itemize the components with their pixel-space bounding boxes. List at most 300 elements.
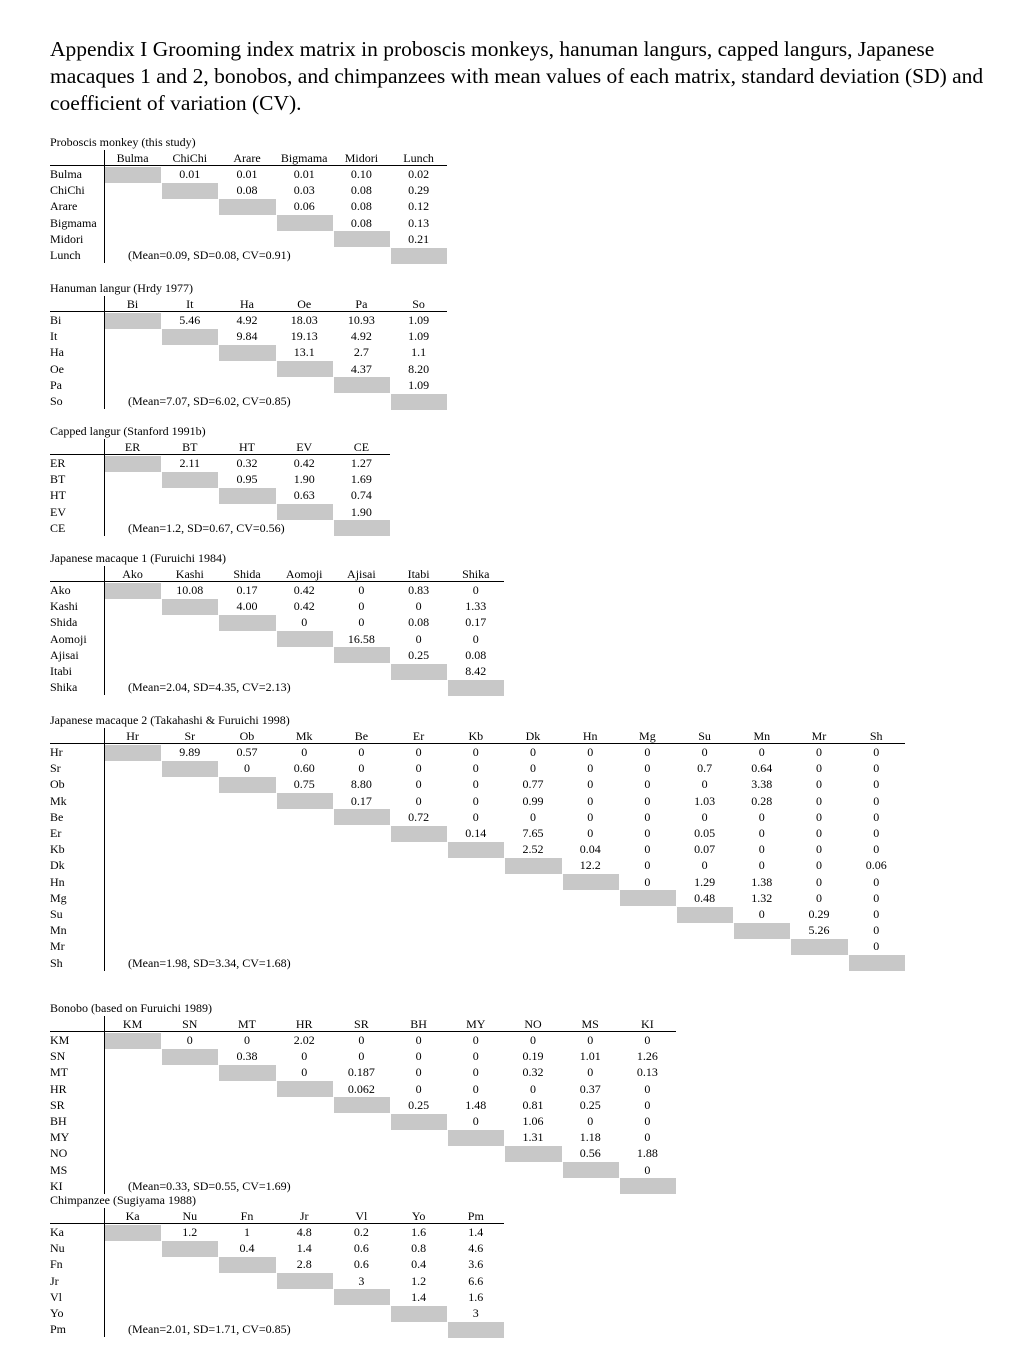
matrix-cell: 0 (873, 939, 880, 954)
column-header: Bulma (116, 151, 149, 165)
matrix-cell: 0 (815, 777, 822, 792)
matrix-cell: 0 (815, 858, 822, 873)
column-header: BT (182, 440, 198, 454)
matrix-cell: 0.63 (293, 488, 315, 503)
column-header: Sr (184, 729, 196, 743)
column-header: Bigmama (280, 151, 328, 165)
column-header: MY (466, 1017, 486, 1031)
matrix-cell: 0 (644, 842, 651, 857)
matrix-title: Capped langur (Stanford 1991b) (50, 424, 206, 438)
matrix-cell: 0.062 (347, 1081, 375, 1096)
matrix-cell: 1.4 (468, 1225, 484, 1239)
row-label: Lunch (50, 248, 81, 262)
column-header: Jr (299, 1209, 309, 1223)
matrix-cell: 1.48 (465, 1097, 487, 1112)
matrix-cell: 1.32 (751, 890, 773, 905)
matrix-cell: 2.7 (353, 345, 369, 360)
matrix-cell: 0 (644, 858, 651, 873)
matrix-cell: 1.2 (411, 1273, 427, 1288)
matrix-cell: 0.08 (236, 183, 258, 198)
matrix-cell: 0 (472, 1081, 479, 1096)
matrix-cell: 0.81 (522, 1097, 544, 1112)
matrix-cell: 0 (415, 1033, 422, 1047)
matrix-cell: 0.42 (293, 456, 315, 470)
diagonal-cell (448, 1322, 504, 1338)
matrix-cell: 0.42 (293, 583, 315, 597)
matrix-title: Japanese macaque 2 (Takahashi & Furuichi 1998) (50, 713, 290, 727)
matrix-cell: 4.92 (350, 329, 372, 344)
matrix-cell: 0 (815, 842, 822, 857)
matrix-cell: 0.32 (522, 1065, 544, 1080)
diagonal-cell (162, 1241, 218, 1257)
matrix-cell: 2.8 (296, 1257, 312, 1272)
row-label: Mk (50, 793, 67, 808)
matrix-cell: 1.09 (408, 377, 430, 392)
diagonal-cell (334, 647, 390, 663)
matrix-cell: 0.17 (350, 793, 372, 808)
diagonal-cell (162, 1049, 218, 1065)
diagonal-cell (277, 361, 333, 377)
matrix-cell: 8.42 (465, 664, 487, 678)
matrix-summary: (Mean=0.09, SD=0.08, CV=0.91) (128, 248, 291, 262)
diagonal-cell (219, 199, 275, 215)
diagonal-cell (391, 394, 447, 410)
matrix-cell: 12.2 (579, 858, 601, 873)
matrix-cell: 0 (644, 1097, 651, 1112)
matrix-cell: 0 (644, 793, 651, 808)
matrix-cell: 0.07 (694, 842, 716, 857)
matrix-cell: 0.17 (465, 615, 487, 630)
matrix-cell: 1.90 (293, 472, 315, 487)
row-label: Pa (50, 377, 62, 392)
diagonal-cell (105, 583, 161, 599)
matrix-cell: 1.6 (411, 1225, 427, 1239)
row-label: Nu (50, 1241, 65, 1256)
matrix-cell: 8.80 (350, 777, 372, 792)
matrix-cell: 0 (815, 826, 822, 840)
matrix-cell: 1.29 (694, 874, 716, 889)
column-header: SR (354, 1017, 369, 1031)
column-header: NO (524, 1017, 542, 1031)
matrix-cell: 0 (472, 1065, 479, 1080)
matrix-cell: 0.75 (293, 777, 315, 792)
matrix-cell: 0.48 (694, 890, 716, 905)
matrix-cell: 2.52 (522, 842, 544, 857)
matrix-cell: 0 (415, 631, 422, 646)
diagonal-cell (734, 923, 790, 939)
matrix-cell: 0.12 (408, 199, 430, 214)
matrix-cell: 0.56 (579, 1146, 601, 1161)
matrix-cell: 0 (701, 777, 708, 792)
matrix-cell: 0.42 (293, 599, 315, 614)
matrix-cell: 18.03 (290, 313, 318, 327)
diagonal-cell (505, 1146, 561, 1162)
matrix-cell: 0 (758, 842, 765, 857)
matrix-cell: 0.6 (353, 1241, 369, 1256)
matrix-cell: 0 (472, 583, 479, 597)
row-label: ER (50, 456, 66, 470)
row-label: Sr (50, 761, 61, 776)
matrix-cell: 0 (815, 874, 822, 889)
matrix-cell: 0.29 (808, 907, 830, 921)
matrix-summary: (Mean=2.04, SD=4.35, CV=2.13) (128, 680, 291, 695)
row-label: Vl (50, 1289, 62, 1304)
matrix-cell: 4.8 (296, 1225, 312, 1239)
matrix-cell: 0 (415, 599, 422, 614)
matrix-cell: 0.05 (694, 826, 716, 840)
matrix-cell: 0.19 (522, 1049, 544, 1064)
matrix-cell: 0.06 (865, 858, 887, 873)
row-label: Fn (50, 1257, 63, 1272)
matrix-cell: 1.88 (636, 1146, 658, 1161)
matrix-cell: 0 (415, 761, 422, 776)
diagonal-cell (219, 488, 275, 504)
matrix-cell: 0.28 (751, 793, 773, 808)
column-header: HT (238, 440, 255, 454)
matrix-cell: 0 (873, 761, 880, 776)
column-header: Ha (239, 297, 254, 311)
matrix-cell: 0.08 (408, 615, 430, 630)
matrix-cell: 0 (587, 745, 594, 759)
matrix-cell: 0 (758, 745, 765, 759)
label-separator (104, 728, 105, 971)
matrix-cell: 0 (587, 1033, 594, 1047)
matrix-cell: 0.72 (408, 809, 430, 824)
column-header: Hr (126, 729, 139, 743)
matrix-cell: 13.1 (293, 345, 315, 360)
matrix-cell: 7.65 (522, 826, 544, 840)
matrix-cell: 0.37 (579, 1081, 601, 1096)
matrix-cell: 0 (243, 1033, 250, 1047)
diagonal-cell (620, 890, 676, 906)
matrix-cell: 0.8 (411, 1241, 427, 1256)
matrix-cell: 1.4 (296, 1241, 312, 1256)
diagonal-cell (105, 167, 161, 183)
matrix-cell: 0 (529, 1081, 536, 1096)
matrix-cell: 0.6 (353, 1257, 369, 1272)
diagonal-cell (505, 858, 561, 874)
matrix-cell: 1.33 (465, 599, 487, 614)
column-header: Oe (297, 297, 312, 311)
matrix-cell: 3 (472, 1306, 479, 1320)
matrix-cell: 0 (815, 761, 822, 776)
matrix-cell: 0 (472, 761, 479, 776)
column-header: Be (354, 729, 369, 743)
column-header: Fn (240, 1209, 254, 1223)
matrix-cell: 3.38 (751, 777, 773, 792)
diagonal-cell (162, 599, 218, 615)
matrix-cell: 0 (644, 1114, 651, 1128)
matrix-cell: 0 (587, 809, 594, 824)
matrix-cell: 0 (529, 761, 536, 776)
row-label: CE (50, 520, 66, 535)
matrix-cell: 0 (415, 1081, 422, 1096)
column-header: Sh (869, 729, 883, 743)
matrix-cell: 0 (415, 1049, 422, 1064)
matrix-cell: 0.38 (236, 1049, 258, 1064)
column-header: Pm (467, 1209, 484, 1223)
matrix-cell: 0 (873, 842, 880, 857)
matrix-cell: 0.08 (465, 647, 487, 662)
row-label: MY (50, 1130, 70, 1145)
matrix-cell: 0.08 (350, 215, 372, 230)
matrix-cell: 9.84 (236, 329, 258, 344)
row-label: Ajisai (50, 647, 79, 662)
matrix-cell: 0 (644, 1162, 651, 1177)
row-label: Su (50, 907, 63, 921)
row-label: Bulma (50, 167, 82, 181)
diagonal-cell (391, 1306, 447, 1322)
matrix-cell: 1.1 (411, 345, 427, 360)
row-label: Ob (50, 777, 65, 792)
diagonal-cell (277, 504, 333, 520)
matrix-cell: 1.31 (522, 1130, 544, 1145)
matrix-cell: 0 (472, 1033, 479, 1047)
page-title: Appendix I Grooming index matrix in proboscis monkeys, hanuman langurs, capped langurs, Japanese macaques 1 and 2, bonobos, and chimpanzees with mean values of each matrix, standard deviation (SD) and coefficient of variation (CV). (50, 37, 984, 115)
diagonal-cell (105, 313, 161, 329)
matrix-cell: 0 (472, 777, 479, 792)
row-label: MT (50, 1065, 68, 1080)
diagonal-cell (105, 456, 161, 472)
column-header: CE (353, 440, 370, 454)
matrix-cell: 0 (587, 826, 594, 840)
matrix-cell: 0.64 (751, 761, 773, 776)
column-header: MT (237, 1017, 256, 1031)
row-label: Mr (50, 939, 65, 954)
matrix-cell: 0 (587, 761, 594, 776)
matrix-title: Chimpanzee (Sugiyama 1988) (50, 1193, 196, 1207)
matrix-cell: 4.37 (350, 361, 372, 376)
matrix-cell: 0 (758, 907, 765, 921)
matrix-cell: 5.46 (179, 313, 201, 327)
column-header: Ajisai (347, 567, 376, 581)
column-header: Kb (468, 729, 484, 743)
diagonal-cell (849, 955, 905, 971)
matrix-cell: 0.29 (408, 183, 430, 198)
row-label: Ka (50, 1225, 64, 1239)
row-label: Arare (50, 199, 78, 214)
row-label: Jr (50, 1273, 59, 1288)
diagonal-cell (448, 680, 504, 696)
column-header: EV (296, 440, 313, 454)
column-header: Shika (462, 567, 490, 581)
matrix-cell: 0 (815, 890, 822, 905)
column-header: KM (122, 1017, 143, 1031)
matrix-cell: 0 (815, 793, 822, 808)
matrix-cell: 0 (701, 809, 708, 824)
matrix-cell: 0.21 (408, 231, 430, 246)
diagonal-cell (105, 1033, 161, 1049)
matrix-cell: 0.187 (347, 1065, 375, 1080)
matrix-cell: 0 (644, 745, 651, 759)
row-label: KM (50, 1033, 70, 1047)
matrix-cell: 0 (529, 1033, 536, 1047)
diagonal-cell (391, 1114, 447, 1130)
row-label: Er (50, 826, 62, 840)
row-label: Aomoji (50, 631, 87, 646)
diagonal-cell (334, 520, 390, 536)
column-header: ChiChi (172, 151, 208, 165)
row-label: Bigmama (50, 215, 97, 230)
row-label: EV (50, 504, 66, 519)
matrix-cell: 1.01 (579, 1049, 601, 1064)
row-label: Bi (50, 313, 62, 327)
matrix-cell: 0 (873, 745, 880, 759)
matrix-cell: 0 (644, 777, 651, 792)
diagonal-cell (277, 1081, 333, 1097)
diagonal-cell (162, 329, 218, 345)
row-label: Dk (50, 858, 65, 873)
matrix-cell: 19.13 (290, 329, 318, 344)
matrix-cell: 3 (358, 1273, 365, 1288)
diagonal-cell (219, 1065, 275, 1081)
matrix-cell: 2.11 (179, 456, 201, 470)
matrix-cell: 1.27 (350, 456, 372, 470)
matrix-summary: (Mean=7.07, SD=6.02, CV=0.85) (128, 394, 291, 408)
matrix-cell: 0 (587, 777, 594, 792)
matrix-cell: 0.08 (350, 199, 372, 214)
matrix-cell: 4.92 (236, 313, 258, 327)
diagonal-cell (334, 231, 390, 247)
matrix-cell: 0 (758, 826, 765, 840)
matrix-cell: 0 (358, 761, 365, 776)
matrix-cell: 0.13 (408, 215, 430, 230)
matrix-cell: 0.95 (236, 472, 258, 487)
matrix-cell: 1.09 (408, 329, 430, 344)
diagonal-cell (620, 1178, 676, 1194)
row-label: So (50, 394, 63, 408)
diagonal-cell (391, 826, 447, 842)
column-header: Nu (182, 1209, 198, 1223)
matrix-cell: 0.2 (353, 1225, 369, 1239)
matrix-summary: (Mean=2.01, SD=1.71, CV=0.85) (128, 1322, 291, 1337)
column-header: BH (410, 1017, 427, 1031)
matrix-cell: 0 (873, 890, 880, 905)
column-header: Bi (126, 297, 139, 311)
column-header: SN (182, 1017, 198, 1031)
row-label: KI (50, 1178, 63, 1193)
row-label: Hn (50, 874, 65, 889)
diagonal-cell (162, 183, 218, 199)
matrix-cell: 0 (758, 809, 765, 824)
row-label: Itabi (50, 664, 72, 678)
diagonal-cell (219, 1257, 275, 1273)
matrix-cell: 0.74 (350, 488, 372, 503)
matrix-cell: 0 (301, 615, 308, 630)
diagonal-cell (334, 809, 390, 825)
matrix-cell: 0.01 (179, 167, 201, 181)
matrix-cell: 0.13 (636, 1065, 658, 1080)
matrix-cell: 1.6 (468, 1289, 484, 1304)
diagonal-cell (162, 761, 218, 777)
matrix-cell: 0 (644, 826, 651, 840)
column-header: Yo (411, 1209, 426, 1223)
column-header: Pa (355, 297, 368, 311)
matrix-cell: 0 (529, 809, 536, 824)
matrix-cell: 0.25 (579, 1097, 601, 1112)
matrix-cell: 0.10 (350, 167, 372, 181)
matrix-cell: 0 (358, 745, 365, 759)
matrix-cell: 0 (472, 1049, 479, 1064)
matrix-cell: 0.04 (579, 842, 601, 857)
diagonal-cell (334, 1097, 390, 1113)
matrix-cell: 8.20 (408, 361, 430, 376)
matrix-cell: 0.01 (236, 167, 258, 181)
matrix-cell: 10.93 (347, 313, 375, 327)
matrix-cell: 0.08 (350, 183, 372, 198)
matrix-cell: 0 (186, 1033, 193, 1047)
matrix-cell: 0 (873, 923, 880, 938)
column-header: Ob (239, 729, 255, 743)
row-label: NO (50, 1146, 68, 1161)
diagonal-cell (277, 631, 333, 647)
matrix-cell: 0 (301, 1049, 308, 1064)
matrix-cell: 4.00 (236, 599, 258, 614)
matrix-cell: 1.38 (751, 874, 773, 889)
matrix-cell: 6.6 (468, 1273, 484, 1288)
matrix-cell: 0 (873, 793, 880, 808)
matrix-cell: 0 (644, 1033, 651, 1047)
matrix-cell: 1.2 (182, 1225, 198, 1239)
row-label: Kashi (50, 599, 78, 614)
matrix-title: Bonobo (based on Furuichi 1989) (50, 1001, 212, 1015)
matrix-cell: 0 (358, 1049, 365, 1064)
matrix-cell: 10.08 (176, 583, 204, 597)
column-header: MS (581, 1017, 599, 1031)
matrix-summary: (Mean=0.33, SD=0.55, CV=1.69) (128, 1178, 291, 1193)
matrix-cell: 0.02 (408, 167, 430, 181)
matrix-cell: 1.03 (694, 793, 716, 808)
matrix-cell: 1.4 (411, 1289, 427, 1304)
matrix-cell: 0 (701, 858, 708, 873)
matrix-cell: 0 (873, 907, 880, 921)
matrix-cell: 4.6 (468, 1241, 484, 1256)
diagonal-cell (277, 793, 333, 809)
matrix-cell: 9.89 (179, 745, 201, 759)
row-label: SN (50, 1049, 66, 1064)
matrix-cell: 0 (529, 745, 536, 759)
row-label: Shika (50, 680, 78, 695)
matrix-cell: 0 (415, 1065, 422, 1080)
matrix-cell: 0 (758, 858, 765, 873)
column-header: Er (412, 729, 425, 743)
column-header: Vl (355, 1209, 368, 1223)
matrix-summary: (Mean=1.98, SD=3.34, CV=1.68) (128, 955, 291, 970)
matrix-cell: 0.99 (522, 793, 544, 808)
diagonal-cell (219, 615, 275, 631)
row-label: Be (50, 809, 64, 824)
matrix-title: Proboscis monkey (this study) (50, 135, 196, 149)
matrix-cell: 0 (873, 826, 880, 840)
matrix-cell: 0.32 (236, 456, 258, 470)
column-header: Shida (233, 567, 261, 581)
row-label: SR (50, 1097, 65, 1112)
column-header: It (186, 297, 194, 311)
column-header: Kashi (175, 567, 204, 581)
column-header: Mg (639, 729, 656, 743)
matrix-cell: 0 (701, 745, 708, 759)
diagonal-cell (334, 1289, 390, 1305)
matrix-cell: 0 (472, 1114, 479, 1128)
matrix-cell: 0 (815, 745, 822, 759)
matrix-cell: 0 (587, 793, 594, 808)
diagonal-cell (277, 215, 333, 231)
column-header: Aomoji (285, 567, 323, 581)
matrix-cell: 0 (644, 809, 651, 824)
matrix-cell: 0 (358, 599, 365, 614)
column-header: Ka (125, 1209, 140, 1223)
column-header: Ako (122, 567, 143, 581)
